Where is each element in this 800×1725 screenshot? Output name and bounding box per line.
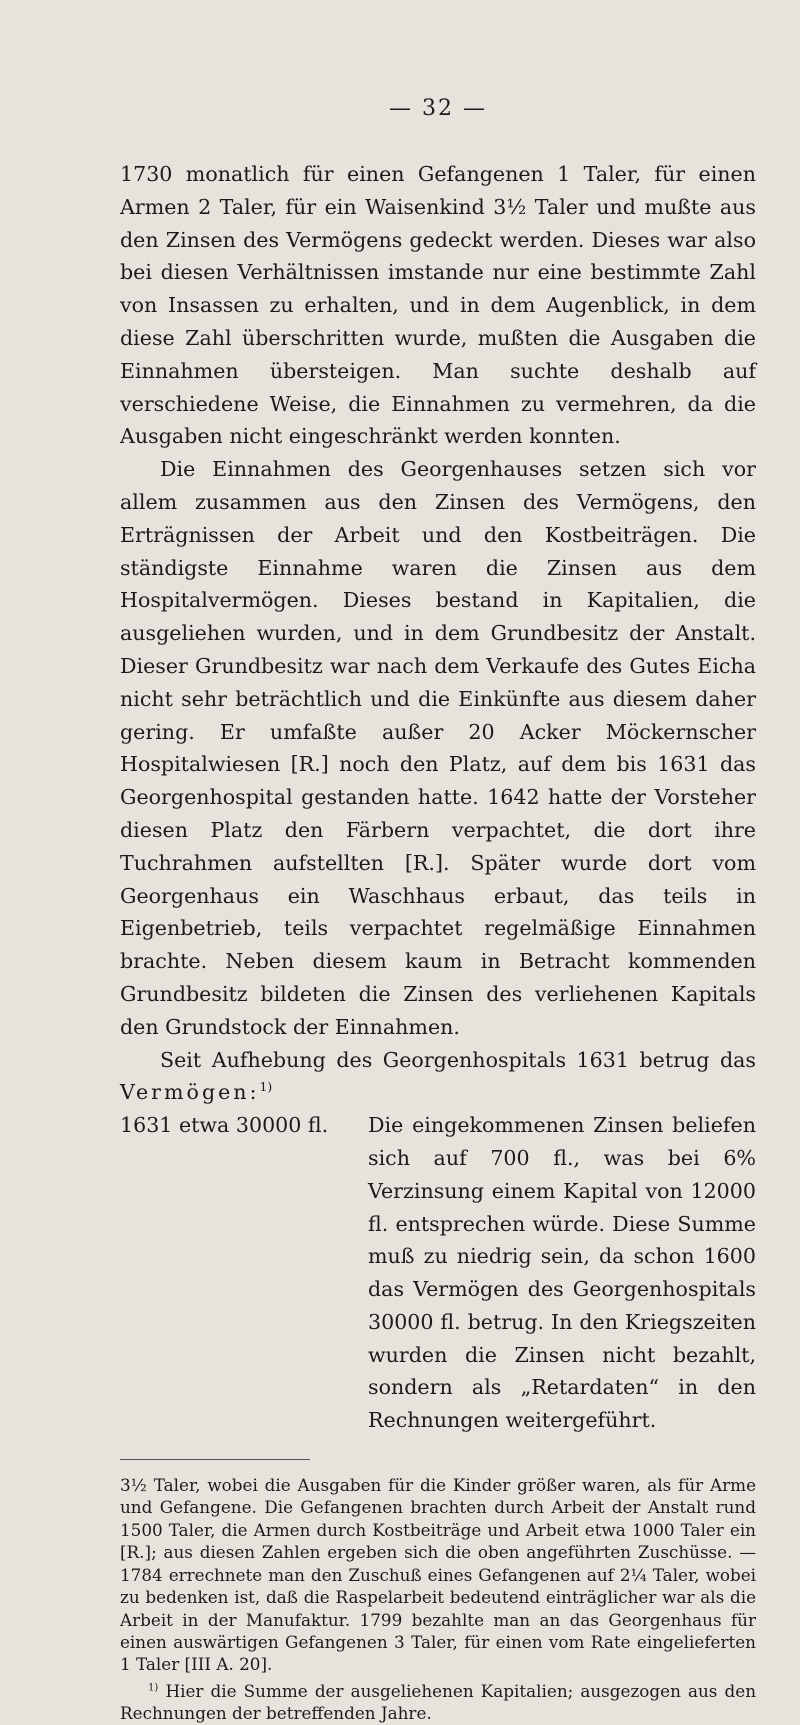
footnote-1 <box>120 1680 756 1725</box>
entry-year-amount: 1631 etwa 30000 fl. <box>120 1113 329 1138</box>
assets-intro-spaced-word: Vermögen: <box>120 1080 260 1105</box>
paragraph-assets-intro <box>120 1044 756 1110</box>
footnote-continuation: 3½ Taler, wobei die Ausgaben für die Kinder größer waren, als für Arme und Gefangene. Die Gefangenen brachten durch Arbeit der Anstalt rund 1500 Taler, die Armen durch Kostbeiträge und Arbeit etwa 1000 Taler ein [R.]; aus diesen Zahlen ergeben sich die oben angeführten Zuschüsse. — 1784 errechnete man den Zuschuß eines Gefangenen auf 2¼ Taler, wobei zu bedenken ist, daß die Raspelarbeit bedeutend einträglicher war als die Arbeit in der Manufaktur. 1799 bezahlte man an das Georgenhaus für einen auswärtigen Gefangenen 3 Taler, für einen vom Rate eingelieferten 1 Taler [III A. 20]. <box>120 1475 756 1675</box>
footnote-mark-1: 1) <box>148 1682 159 1694</box>
assets-intro-text: Seit Aufhebung des Georgenhospitals 1631 betrug das <box>160 1047 756 1072</box>
footnote-1-text: Hier die Summe der ausgeliehenen Kapitalien; ausgezogen aus den Rechnungen der betreffenden Jahre. <box>120 1680 756 1724</box>
paragraph-income: Die Einnahmen des Georgenhauses setzen sich vor allem zusammen aus den Zinsen des Vermögens, den Erträgnissen der Arbeit und den Kostbeiträgen. Die ständigste Einnahme waren die Zinsen aus dem Hospitalvermögen. Dieses bestand in Kapitalien, die ausgeliehen wurden, und in dem Grundbesitz der Anstalt. Dieser Grundbesitz war nach dem Verkaufe des Gutes Eicha nicht sehr beträchtlich und die Einkünfte aus diesem daher gering. Er umfaßte außer 20 Acker Möckernscher Hospitalwiesen [R.] noch den Platz, auf dem bis 1631 das Georgenhospital gestanden hatte. 1642 hatte der Vorsteher diesen Platz den Färbern verpachtet, die dort ihre Tuchrahmen aufstellten [R.]. Später wurde dort vom Georgenhaus ein Waschhaus erbaut, das teils in Eigenbetrieb, teils verpachtet regelmäßige Einnahmen brachte. Neben diesem kaum in Betracht kommenden Grundbesitz bildeten die Zinsen des verliehenen Kapitals den Grundstock der Einnahmen. <box>120 457 756 1039</box>
asset-entry-1631 <box>120 1109 756 1437</box>
entry-description: Die eingekommenen Zinsen beliefen sich auf 700 fl., was bei 6% Verzinsung einem Kapital von 12000 fl. entsprechen würde. Diese Summe muß zu niedrig sein, da schon 1600 das Vermögen des Georgenhospitals 30000 fl. betrug. In den Kriegszeiten wurden die Zinsen nicht bezahlt, sondern als „Retardaten“ in den Rechnungen weitergeführt. <box>368 1113 756 1433</box>
paragraph-expenses: 1730 monatlich für einen Gefangenen 1 Taler, für einen Armen 2 Taler, für ein Waisenkind 3½ Taler und mußte aus den Zinsen des Vermögens gedeckt werden. Dieses war also bei diesen Verhältnissen imstande nur eine bestimmte Zahl von Insassen zu erhalten, und in dem Augenblick, in dem diese Zahl überschritten wurde, mußten die Ausgaben die Einnahmen übersteigen. Man suchte deshalb auf verschiedene Weise, die Einnahmen zu vermehren, da die Ausgaben nicht eingeschränkt werden konnten. <box>120 162 756 449</box>
footnote-ref-1: 1) <box>259 1080 273 1095</box>
page-number: — 32 — <box>389 96 487 121</box>
footnote-divider <box>120 1459 310 1460</box>
